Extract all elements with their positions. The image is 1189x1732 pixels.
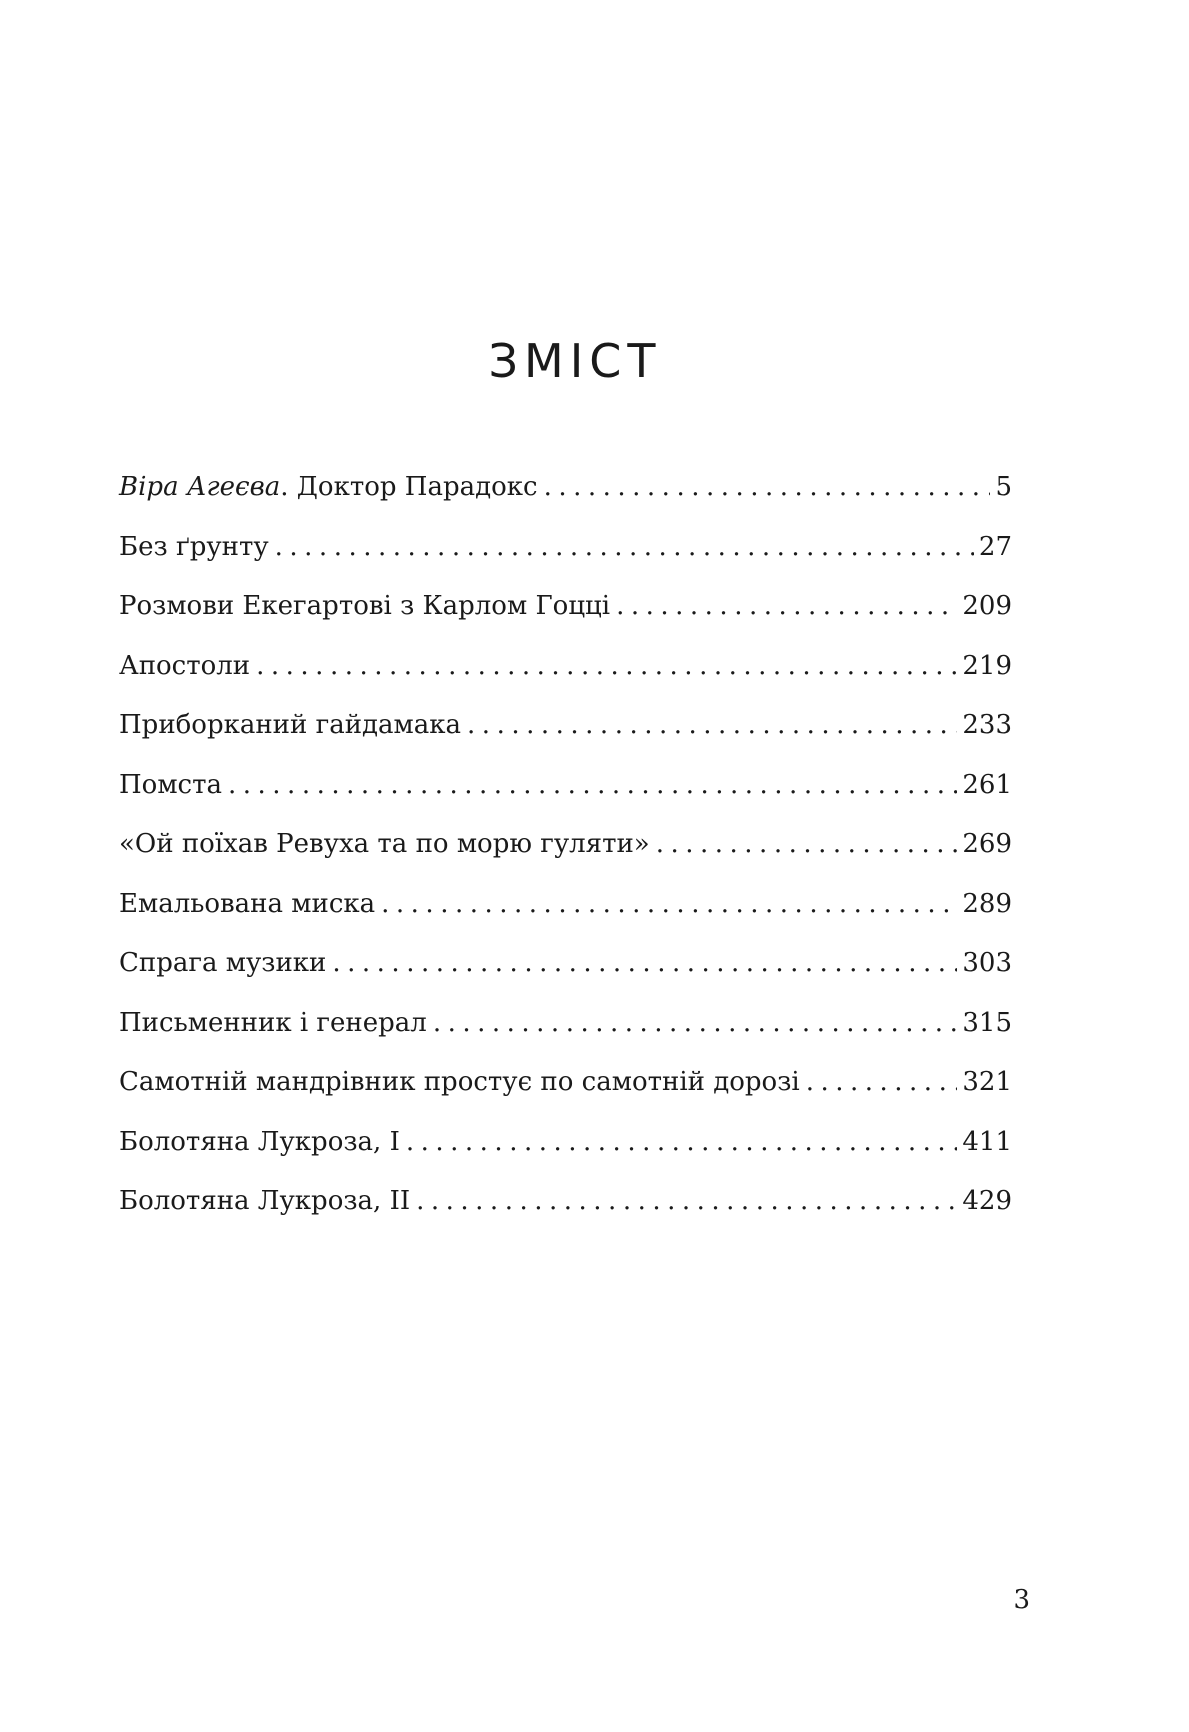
toc-entry-title: Помста	[119, 769, 222, 800]
toc-entry[interactable]	[119, 1008, 1012, 1068]
toc-entry-page: 27	[978, 531, 1012, 562]
dot-leader	[656, 829, 958, 859]
toc-entry-title: Без ґрунту	[119, 531, 269, 562]
toc-entry[interactable]	[119, 710, 1012, 770]
toc-entry[interactable]	[119, 889, 1012, 949]
dot-leader	[433, 1008, 958, 1038]
toc-entry-title: Самотній мандрівник простує по самотній дорозі	[119, 1067, 800, 1097]
toc-entry[interactable]	[119, 1127, 1012, 1187]
toc-entry-title	[119, 472, 538, 502]
toc-entry[interactable]	[119, 532, 1012, 592]
toc-entry[interactable]	[119, 1067, 1012, 1127]
toc-entry-title: Емальована миска	[119, 888, 376, 919]
toc-entry[interactable]	[119, 651, 1012, 711]
toc-entry-page: 261	[962, 769, 1012, 800]
toc-entry-author: Віра Агеєва	[119, 472, 281, 502]
toc-entry[interactable]	[119, 948, 1012, 1008]
dot-leader	[381, 889, 957, 919]
toc-entry-title: Болотяна Лукроза, I	[119, 1126, 400, 1157]
table-of-contents	[119, 472, 1012, 1246]
dot-leader	[616, 591, 957, 621]
page-number: 3	[1013, 1585, 1030, 1615]
toc-entry-page: 315	[962, 1007, 1012, 1038]
toc-entry-page: 269	[962, 829, 1012, 859]
toc-entry[interactable]	[119, 591, 1012, 651]
toc-entry-page: 209	[962, 591, 1012, 621]
toc-entry[interactable]	[119, 1186, 1012, 1246]
toc-entry-page: 411	[962, 1126, 1012, 1157]
toc-entry-page: 219	[962, 650, 1012, 681]
toc-entry[interactable]	[119, 770, 1012, 830]
toc-entry-page: 303	[962, 948, 1012, 978]
dot-leader	[406, 1127, 958, 1157]
dot-leader	[275, 532, 974, 562]
toc-entry-page: 429	[962, 1186, 1012, 1216]
toc-entry-title: Спрага музики	[119, 948, 327, 978]
toc-entry-page: 5	[995, 472, 1012, 502]
dot-leader	[228, 770, 957, 800]
toc-entry-title-text: . Доктор Парадокс	[280, 472, 538, 502]
dot-leader	[256, 651, 957, 681]
dot-leader	[332, 948, 957, 978]
toc-entry-title: Письменник і генерал	[119, 1007, 427, 1038]
toc-entry-title: Апостоли	[119, 650, 251, 681]
toc-entry-title: Болотяна Лукроза, II	[119, 1186, 411, 1216]
toc-entry-page: 321	[962, 1067, 1012, 1097]
dot-leader	[544, 472, 991, 502]
toc-entry-title: Приборканий гайдамака	[119, 710, 462, 740]
toc-entry[interactable]	[119, 472, 1012, 532]
toc-entry-page: 289	[962, 888, 1012, 919]
toc-entry[interactable]	[119, 829, 1012, 889]
dot-leader	[467, 710, 957, 740]
page-title: ЗМІСТ	[488, 334, 662, 388]
toc-entry-page: 233	[962, 710, 1012, 740]
toc-entry-title: «Ой поїхав Ревуха та по морю гуляти»	[119, 829, 650, 859]
dot-leader	[416, 1186, 957, 1216]
toc-entry-title: Розмови Екегартові з Карлом Гоцці	[119, 591, 611, 621]
dot-leader	[806, 1067, 958, 1097]
